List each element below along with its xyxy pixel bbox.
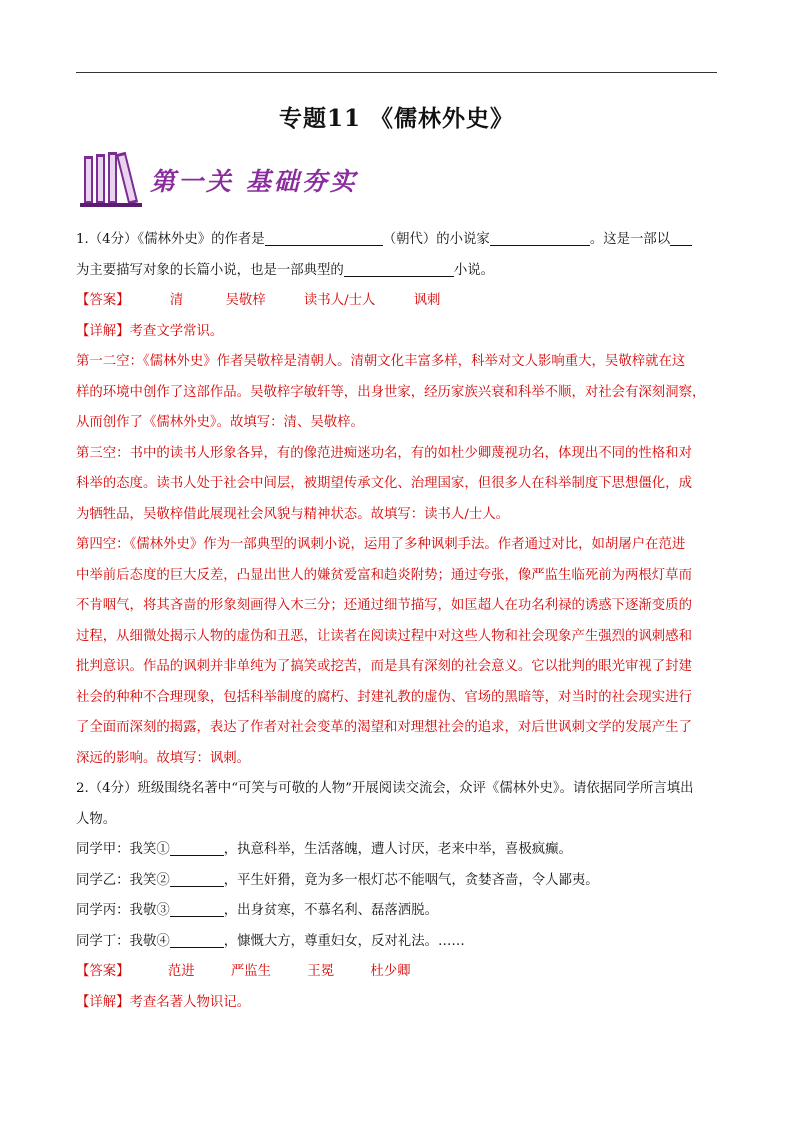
q1-stem-line-2: 为主要描写对象的长篇小说，也是一部典型的 小说。 [76, 262, 494, 278]
answer-label: 【答案】 [76, 964, 130, 979]
answer-item: 清 [169, 293, 184, 308]
q1-detail-line: 不肯咽气，将其吝啬的形象刻画得入木三分；还通过细节描写，如匡超人在功名利禄的诱惑下逐渐变质的 [76, 598, 692, 613]
books-icon [80, 146, 144, 208]
answer-label: 【答案】 [76, 293, 130, 308]
q1-detail-line: 为牺牲品，吴敬梓借此展现社会风貌与精神状态。故填写：读书人/士人。 [76, 506, 510, 522]
q2-answer-line [76, 957, 719, 988]
answer-blank[interactable] [170, 885, 224, 887]
q2-student-line: 同学乙：我笑② ，平生奸猾，竟为多一根灯芯不能咽气，贪婪吝啬，令人鄙夷。 [76, 872, 599, 888]
q1-detail-line: 第三空：书中的读书人形象各异，有的像范进痴迷功名，有的如杜少卿蔑视功名，体现出不同的性格和对 [76, 445, 692, 461]
q1-detail-line: 深远的影响。故填写：讽刺。 [76, 750, 251, 766]
q1-detail-line: 第一二空：《儒林外史》作者吴敬梓是清朝人。清朝文化丰富多样，科举对文人影响重大，吴敬梓就在这 [76, 354, 686, 369]
document-body [76, 225, 719, 1018]
answer-blank[interactable] [670, 244, 692, 246]
q1-detail-line: 过程，从细微处揭示人物的虚伪和丑恶，让读者在阅读过程中对这些人物和社会现象产生强烈的讽刺感和 [76, 628, 692, 644]
answer-blank[interactable] [265, 244, 383, 246]
q1-detail-line: 科举的态度。读书人处于社会中间层，被期望传承文化、治理国家，但很多人在科举制度下思想僵化，成 [76, 476, 692, 491]
q2-stem-line: 2.（4分）班级围绕名著中“可笑与可敬的人物”开展阅读交流会，众评《儒林外史》。请依据同学所言填出 [76, 781, 694, 796]
section-header [80, 146, 370, 208]
q2-student-line: 同学甲：我笑① ，执意科举，生活落魄，遭人讨厌，老来中举，喜极疯癫。 [76, 842, 572, 857]
q1-detail-line: 从而创作了《儒林外史》。故填写：清、吴敬梓。 [76, 415, 364, 430]
answer-item: 杜少卿 [370, 964, 411, 979]
q2-student-line: 同学丙：我敬③ ，出身贫寒，不慕名利、磊落洒脱。 [76, 903, 438, 918]
section-title: 第一关 基础夯实 [150, 167, 358, 196]
q1-detail-line: 样的环境中创作了这部作品。吴敬梓字敏轩等，出身世家，经历家族兴衰和科举不顺，对社会有深刻洞察， [76, 384, 706, 400]
answer-item: 严监生 [230, 964, 272, 979]
answer-blank[interactable] [170, 915, 224, 917]
answer-blank[interactable] [490, 244, 590, 246]
q1-detail-line: 了全面而深刻的揭露，表达了作者对社会变革的渴望和对理想社会的追求，对后世讽刺文学的发展产生了 [76, 720, 692, 735]
header-rule [76, 72, 717, 73]
q2-student-line: 同学丁：我敬④ ，慷慨大方，尊重妇女，反对礼法。…… [76, 933, 465, 949]
q1-answer-line [76, 286, 719, 317]
answer-item: 范进 [167, 964, 195, 979]
answer-blank[interactable] [170, 946, 224, 948]
answer-blank[interactable] [344, 275, 454, 277]
q1-detail-line: 社会的种种不合理现象，包括科举制度的腐朽、封建礼教的虚伪、官场的黑暗等，对当时的社会现实进行 [76, 689, 692, 705]
answer-item: 王冕 [307, 964, 335, 979]
answer-item: 讽刺 [413, 293, 441, 308]
q2-detail-label: 【详解】考查名著人物识记。 [76, 994, 251, 1010]
answer-item: 吴敬梓 [225, 293, 266, 308]
q1-detail-label: 【详解】考查文学常识。 [76, 323, 224, 339]
answer-item: 读书人/士人 [303, 293, 376, 308]
page-title: 专题11 《儒林外史》 [278, 105, 514, 132]
q1-stem-line-1: 1.（4分）《儒林外史》的作者是 （朝代）的小说家 。这是一部以 [76, 225, 719, 256]
q1-detail-line: 第四空：《儒林外史》作为一部典型的讽刺小说，运用了多种讽刺手法。作者通过对比，如胡屠户在范进 [76, 537, 686, 552]
q2-stem-line: 人物。 [76, 811, 117, 827]
answer-blank[interactable] [170, 854, 224, 856]
q1-detail-line: 批判意识。作品的讽刺并非单纯为了搞笑或挖苦，而是具有深刻的社会意义。它以批判的眼光审视了封建 [76, 659, 692, 674]
q1-detail-line: 中举前后态度的巨大反差，凸显出世人的嫌贫爱富和趋炎附势；通过夸张，像严监生临死前为两根灯草而 [76, 567, 692, 583]
